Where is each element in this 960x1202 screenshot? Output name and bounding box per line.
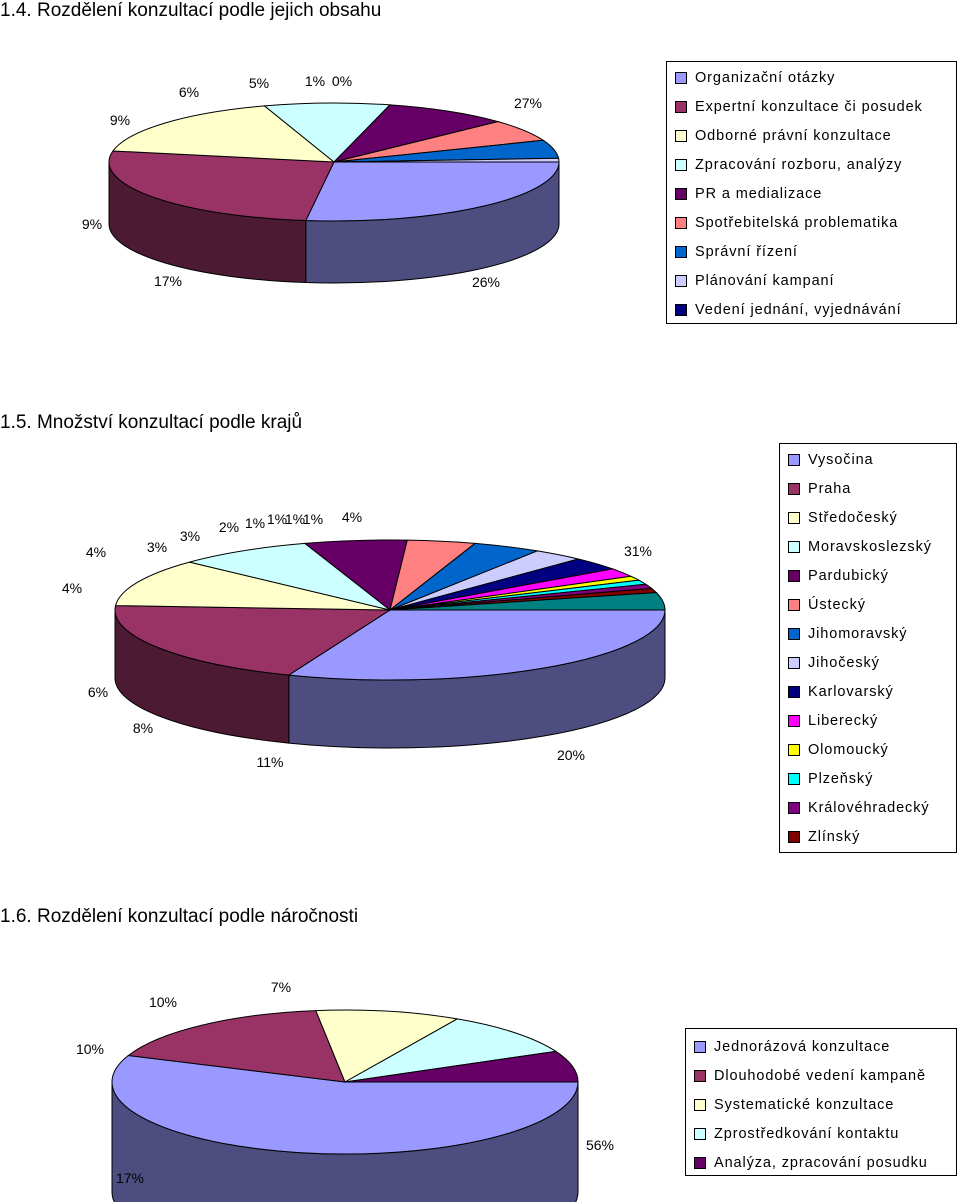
legend-label: Vedení jednání, vyjednávání	[695, 302, 902, 318]
legend-label: Moravskoslezský	[808, 539, 932, 555]
pie-label-14: 1%	[302, 511, 324, 527]
pie-label-2: 20%	[556, 747, 586, 763]
legend-label: Zprostředkování kontaktu	[714, 1126, 900, 1142]
legend-label: Středočeský	[808, 510, 898, 526]
pie-label-5: 7%	[270, 979, 292, 995]
chart-title-2: 1.5. Množství konzultací podle krajů	[0, 412, 303, 433]
pie-label-3: 10%	[75, 1041, 105, 1057]
legend-label: Plánování kampaní	[695, 273, 835, 289]
legend-swatch	[694, 1041, 706, 1053]
pie-label-3: 17%	[153, 273, 183, 289]
legend-label: Spotřebitelská problematika	[695, 215, 899, 231]
pie-label-9: 0%	[331, 73, 353, 89]
chart-legend-difficulty	[685, 1028, 957, 1176]
legend-label: Jednorázová konzultace	[714, 1039, 891, 1055]
legend-label: Odborné právní konzultace	[695, 128, 892, 144]
pie-label-6: 6%	[178, 84, 200, 100]
pie-label-10: 2%	[218, 519, 240, 535]
legend-label: PR a medializace	[695, 186, 823, 202]
legend-item	[694, 1153, 928, 1173]
pie-label-1: 31%	[623, 543, 653, 559]
legend-item	[694, 1066, 926, 1086]
legend-label: Olomoucký	[808, 742, 889, 758]
pie-label-2: 17%	[115, 1170, 145, 1186]
pie-label-6: 4%	[61, 580, 83, 596]
pie-label-12: 1%	[266, 511, 288, 527]
legend-label: Jihomoravský	[808, 626, 908, 642]
legend-item	[694, 1095, 894, 1115]
legend-label: Pardubický	[808, 568, 889, 584]
pie-label-4: 10%	[148, 994, 178, 1010]
legend-label: Vysočina	[808, 452, 874, 468]
legend-item	[694, 1124, 899, 1144]
pie-label-13: 1%	[284, 511, 306, 527]
legend-swatch	[694, 1128, 706, 1140]
pie-label-1: 27%	[513, 95, 543, 111]
legend-label: Zpracování rozboru, analýzy	[695, 157, 903, 173]
legend-label: Královéhradecký	[808, 800, 930, 816]
pie-label-4: 8%	[132, 720, 154, 736]
legend-label: Správní řízení	[695, 244, 798, 260]
pie-label-11: 1%	[244, 515, 266, 531]
pie-label-3: 11%	[256, 754, 284, 770]
legend-swatch	[694, 1099, 706, 1111]
legend-item	[694, 1037, 890, 1057]
legend-label: Praha	[808, 481, 852, 497]
legend-label: Liberecký	[808, 713, 879, 729]
pie-label-1: 56%	[585, 1137, 615, 1153]
legend-label: Expertní konzultace či posudek	[695, 99, 923, 115]
pie-label-7: 5%	[248, 75, 270, 91]
chart-title-3: 1.6. Rozdělení konzultací podle náročnosti	[0, 906, 359, 927]
legend-label: Plzeňský	[808, 771, 874, 787]
legend-swatch	[694, 1157, 706, 1169]
pie-label-5: 9%	[109, 112, 131, 128]
pie-label-9: 3%	[179, 528, 201, 544]
legend-label: Systematické konzultace	[714, 1097, 895, 1113]
pie-label-15: 4%	[341, 509, 363, 525]
legend-label: Zlínský	[808, 829, 861, 845]
legend-label: Analýza, zpracování posudku	[714, 1155, 928, 1171]
legend-label: Ústecký	[808, 597, 866, 613]
legend-label: Dlouhodobé vedení kampaně	[714, 1068, 926, 1084]
pie-label-2: 26%	[471, 274, 501, 290]
pie-label-8: 1%	[304, 73, 326, 89]
legend-swatch	[694, 1070, 706, 1082]
legend-label: Jihočeský	[808, 655, 880, 671]
legend-label: Karlovarský	[808, 684, 894, 700]
pie-label-4: 9%	[81, 216, 103, 232]
pie-label-8: 3%	[146, 539, 168, 555]
pie-label-7: 4%	[85, 544, 107, 560]
pie-label-5: 6%	[87, 684, 109, 700]
chart-title-1: 1.4. Rozdělení konzultací podle jejich obsahu	[0, 0, 382, 21]
legend-label: Organizační otázky	[695, 70, 836, 86]
